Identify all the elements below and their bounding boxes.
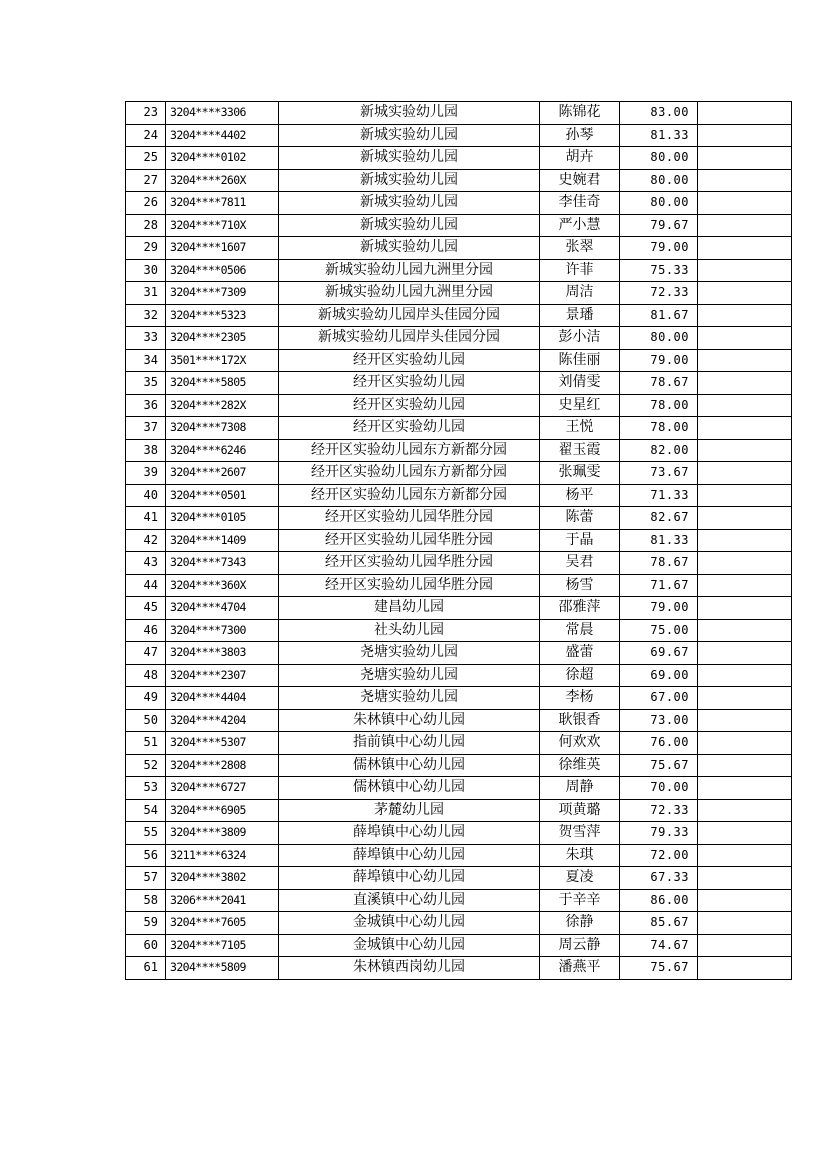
- person-name: 陈锦花: [540, 102, 620, 125]
- score-value: 67.00: [620, 687, 698, 710]
- table-row: [126, 732, 792, 755]
- person-name: 周静: [540, 777, 620, 800]
- row-number: 36: [126, 394, 166, 417]
- id-number: 3204****0105: [166, 507, 279, 530]
- row-number: 56: [126, 844, 166, 867]
- row-number: 61: [126, 957, 166, 980]
- table-row: [126, 822, 792, 845]
- row-number: 37: [126, 417, 166, 440]
- id-number: 3204****7105: [166, 934, 279, 957]
- school-name: 新城实验幼儿园: [279, 124, 540, 147]
- id-number: 3204****282X: [166, 394, 279, 417]
- table-row: [126, 169, 792, 192]
- table-row: [126, 597, 792, 620]
- row-number: 26: [126, 192, 166, 215]
- score-value: 80.00: [620, 192, 698, 215]
- table-row: [126, 327, 792, 350]
- person-name: 史婉君: [540, 169, 620, 192]
- person-name: 周洁: [540, 282, 620, 305]
- score-value: 73.00: [620, 709, 698, 732]
- remarks-cell: [698, 597, 792, 620]
- score-value: 75.00: [620, 619, 698, 642]
- school-name: 新城实验幼儿园: [279, 147, 540, 170]
- remarks-cell: [698, 169, 792, 192]
- row-number: 38: [126, 439, 166, 462]
- person-name: 陈佳丽: [540, 349, 620, 372]
- table-body: [126, 102, 792, 980]
- school-name: 新城实验幼儿园九洲里分园: [279, 282, 540, 305]
- remarks-cell: [698, 282, 792, 305]
- table-row: [126, 282, 792, 305]
- score-value: 69.00: [620, 664, 698, 687]
- row-number: 48: [126, 664, 166, 687]
- score-value: 71.67: [620, 574, 698, 597]
- school-name: 金城镇中心幼儿园: [279, 934, 540, 957]
- row-number: 39: [126, 462, 166, 485]
- remarks-cell: [698, 889, 792, 912]
- remarks-cell: [698, 642, 792, 665]
- table-row: [126, 124, 792, 147]
- id-number: 3204****4404: [166, 687, 279, 710]
- row-number: 45: [126, 597, 166, 620]
- id-number: 3204****4402: [166, 124, 279, 147]
- table-row: [126, 799, 792, 822]
- person-name: 吴君: [540, 552, 620, 575]
- school-name: 新城实验幼儿园: [279, 102, 540, 125]
- person-name: 景璠: [540, 304, 620, 327]
- score-value: 80.00: [620, 147, 698, 170]
- table-row: [126, 349, 792, 372]
- id-number: 3206****2041: [166, 889, 279, 912]
- person-name: 何欢欢: [540, 732, 620, 755]
- id-number: 3204****4704: [166, 597, 279, 620]
- score-value: 78.00: [620, 417, 698, 440]
- person-name: 常晨: [540, 619, 620, 642]
- remarks-cell: [698, 844, 792, 867]
- table-row: [126, 709, 792, 732]
- school-name: 建昌幼儿园: [279, 597, 540, 620]
- school-name: 经开区实验幼儿园华胜分园: [279, 574, 540, 597]
- row-number: 49: [126, 687, 166, 710]
- score-value: 79.00: [620, 597, 698, 620]
- school-name: 指前镇中心幼儿园: [279, 732, 540, 755]
- row-number: 55: [126, 822, 166, 845]
- remarks-cell: [698, 777, 792, 800]
- id-number: 3204****3803: [166, 642, 279, 665]
- school-name: 社头幼儿园: [279, 619, 540, 642]
- school-name: 尧塘实验幼儿园: [279, 664, 540, 687]
- person-name: 彭小洁: [540, 327, 620, 350]
- row-number: 33: [126, 327, 166, 350]
- id-number: 3204****7811: [166, 192, 279, 215]
- score-value: 81.33: [620, 529, 698, 552]
- row-number: 59: [126, 912, 166, 935]
- row-number: 51: [126, 732, 166, 755]
- score-value: 75.33: [620, 259, 698, 282]
- id-number: 3204****1607: [166, 237, 279, 260]
- id-number: 3204****7343: [166, 552, 279, 575]
- row-number: 24: [126, 124, 166, 147]
- score-value: 71.33: [620, 484, 698, 507]
- score-value: 69.67: [620, 642, 698, 665]
- school-name: 新城实验幼儿园岸头佳园分园: [279, 304, 540, 327]
- id-number: 3204****6246: [166, 439, 279, 462]
- remarks-cell: [698, 799, 792, 822]
- table-row: [126, 754, 792, 777]
- score-value: 78.67: [620, 552, 698, 575]
- id-number: 3204****7605: [166, 912, 279, 935]
- school-name: 经开区实验幼儿园华胜分园: [279, 529, 540, 552]
- id-number: 3204****2307: [166, 664, 279, 687]
- person-name: 贺雪萍: [540, 822, 620, 845]
- remarks-cell: [698, 327, 792, 350]
- remarks-cell: [698, 754, 792, 777]
- remarks-cell: [698, 687, 792, 710]
- remarks-cell: [698, 822, 792, 845]
- row-number: 31: [126, 282, 166, 305]
- school-name: 经开区实验幼儿园东方新都分园: [279, 439, 540, 462]
- row-number: 47: [126, 642, 166, 665]
- row-number: 46: [126, 619, 166, 642]
- table-row: [126, 147, 792, 170]
- row-number: 43: [126, 552, 166, 575]
- school-name: 尧塘实验幼儿园: [279, 642, 540, 665]
- person-name: 于晶: [540, 529, 620, 552]
- remarks-cell: [698, 912, 792, 935]
- school-name: 茅麓幼儿园: [279, 799, 540, 822]
- score-value: 75.67: [620, 957, 698, 980]
- school-name: 新城实验幼儿园: [279, 169, 540, 192]
- person-name: 项黄璐: [540, 799, 620, 822]
- person-name: 耿银香: [540, 709, 620, 732]
- score-value: 79.33: [620, 822, 698, 845]
- school-name: 薛埠镇中心幼儿园: [279, 822, 540, 845]
- school-name: 经开区实验幼儿园: [279, 394, 540, 417]
- remarks-cell: [698, 372, 792, 395]
- table-row: [126, 507, 792, 530]
- score-value: 74.67: [620, 934, 698, 957]
- person-name: 潘燕平: [540, 957, 620, 980]
- person-name: 徐维英: [540, 754, 620, 777]
- person-name: 盛蕾: [540, 642, 620, 665]
- row-number: 35: [126, 372, 166, 395]
- row-number: 25: [126, 147, 166, 170]
- score-value: 85.67: [620, 912, 698, 935]
- remarks-cell: [698, 529, 792, 552]
- row-number: 52: [126, 754, 166, 777]
- table-row: [126, 372, 792, 395]
- school-name: 新城实验幼儿园岸头佳园分园: [279, 327, 540, 350]
- row-number: 50: [126, 709, 166, 732]
- person-name: 张翠: [540, 237, 620, 260]
- person-name: 胡卉: [540, 147, 620, 170]
- table-row: [126, 192, 792, 215]
- table-row: [126, 304, 792, 327]
- row-number: 27: [126, 169, 166, 192]
- id-number: 3204****3802: [166, 867, 279, 890]
- remarks-cell: [698, 417, 792, 440]
- id-number: 3204****710X: [166, 214, 279, 237]
- id-number: 3204****2808: [166, 754, 279, 777]
- school-name: 尧塘实验幼儿园: [279, 687, 540, 710]
- score-value: 76.00: [620, 732, 698, 755]
- id-number: 3501****172X: [166, 349, 279, 372]
- table-row: [126, 889, 792, 912]
- score-value: 79.00: [620, 237, 698, 260]
- person-name: 周云静: [540, 934, 620, 957]
- remarks-cell: [698, 709, 792, 732]
- school-name: 经开区实验幼儿园: [279, 372, 540, 395]
- school-name: 儒林镇中心幼儿园: [279, 754, 540, 777]
- id-number: 3204****7300: [166, 619, 279, 642]
- row-number: 23: [126, 102, 166, 125]
- table-row: [126, 102, 792, 125]
- table-row: [126, 214, 792, 237]
- remarks-cell: [698, 552, 792, 575]
- score-value: 86.00: [620, 889, 698, 912]
- score-value: 73.67: [620, 462, 698, 485]
- remarks-cell: [698, 237, 792, 260]
- person-name: 刘倩雯: [540, 372, 620, 395]
- score-value: 82.67: [620, 507, 698, 530]
- score-value: 79.00: [620, 349, 698, 372]
- person-name: 夏凌: [540, 867, 620, 890]
- score-value: 67.33: [620, 867, 698, 890]
- id-number: 3204****7309: [166, 282, 279, 305]
- remarks-cell: [698, 934, 792, 957]
- remarks-cell: [698, 349, 792, 372]
- remarks-cell: [698, 214, 792, 237]
- person-name: 于辛辛: [540, 889, 620, 912]
- school-name: 经开区实验幼儿园华胜分园: [279, 552, 540, 575]
- table-row: [126, 529, 792, 552]
- table-row: [126, 462, 792, 485]
- id-number: 3204****3809: [166, 822, 279, 845]
- table-row: [126, 619, 792, 642]
- table-row: [126, 417, 792, 440]
- school-name: 新城实验幼儿园: [279, 237, 540, 260]
- person-name: 李佳奇: [540, 192, 620, 215]
- person-name: 陈蕾: [540, 507, 620, 530]
- person-name: 杨雪: [540, 574, 620, 597]
- table-row: [126, 777, 792, 800]
- school-name: 金城镇中心幼儿园: [279, 912, 540, 935]
- school-name: 经开区实验幼儿园华胜分园: [279, 507, 540, 530]
- person-name: 张珮雯: [540, 462, 620, 485]
- table-row: [126, 552, 792, 575]
- remarks-cell: [698, 664, 792, 687]
- score-value: 70.00: [620, 777, 698, 800]
- school-name: 经开区实验幼儿园东方新都分园: [279, 484, 540, 507]
- remarks-cell: [698, 619, 792, 642]
- results-table: [125, 101, 792, 980]
- row-number: 34: [126, 349, 166, 372]
- id-number: 3204****5805: [166, 372, 279, 395]
- row-number: 44: [126, 574, 166, 597]
- remarks-cell: [698, 394, 792, 417]
- table-row: [126, 237, 792, 260]
- id-number: 3204****260X: [166, 169, 279, 192]
- person-name: 史星红: [540, 394, 620, 417]
- row-number: 41: [126, 507, 166, 530]
- remarks-cell: [698, 259, 792, 282]
- row-number: 54: [126, 799, 166, 822]
- id-number: 3204****5307: [166, 732, 279, 755]
- row-number: 58: [126, 889, 166, 912]
- school-name: 直溪镇中心幼儿园: [279, 889, 540, 912]
- row-number: 32: [126, 304, 166, 327]
- id-number: 3204****0102: [166, 147, 279, 170]
- score-value: 81.67: [620, 304, 698, 327]
- school-name: 薛埠镇中心幼儿园: [279, 867, 540, 890]
- table-row: [126, 259, 792, 282]
- row-number: 42: [126, 529, 166, 552]
- remarks-cell: [698, 867, 792, 890]
- school-name: 薛埠镇中心幼儿园: [279, 844, 540, 867]
- row-number: 53: [126, 777, 166, 800]
- score-value: 79.67: [620, 214, 698, 237]
- remarks-cell: [698, 192, 792, 215]
- score-value: 72.33: [620, 282, 698, 305]
- results-sheet: [125, 101, 791, 980]
- remarks-cell: [698, 304, 792, 327]
- person-name: 徐超: [540, 664, 620, 687]
- id-number: 3204****0506: [166, 259, 279, 282]
- score-value: 83.00: [620, 102, 698, 125]
- score-value: 72.00: [620, 844, 698, 867]
- school-name: 经开区实验幼儿园东方新都分园: [279, 462, 540, 485]
- row-number: 57: [126, 867, 166, 890]
- table-row: [126, 439, 792, 462]
- id-number: 3204****1409: [166, 529, 279, 552]
- person-name: 王悦: [540, 417, 620, 440]
- score-value: 75.67: [620, 754, 698, 777]
- table-row: [126, 957, 792, 980]
- table-row: [126, 934, 792, 957]
- school-name: 新城实验幼儿园: [279, 192, 540, 215]
- id-number: 3204****2305: [166, 327, 279, 350]
- table-row: [126, 867, 792, 890]
- table-row: [126, 484, 792, 507]
- school-name: 经开区实验幼儿园: [279, 417, 540, 440]
- person-name: 邵雅萍: [540, 597, 620, 620]
- school-name: 经开区实验幼儿园: [279, 349, 540, 372]
- id-number: 3204****7308: [166, 417, 279, 440]
- table-row: [126, 642, 792, 665]
- person-name: 严小慧: [540, 214, 620, 237]
- remarks-cell: [698, 439, 792, 462]
- row-number: 28: [126, 214, 166, 237]
- id-number: 3204****6905: [166, 799, 279, 822]
- person-name: 许菲: [540, 259, 620, 282]
- remarks-cell: [698, 484, 792, 507]
- score-value: 78.67: [620, 372, 698, 395]
- remarks-cell: [698, 574, 792, 597]
- school-name: 新城实验幼儿园: [279, 214, 540, 237]
- remarks-cell: [698, 102, 792, 125]
- person-name: 李杨: [540, 687, 620, 710]
- id-number: 3204****4204: [166, 709, 279, 732]
- remarks-cell: [698, 462, 792, 485]
- table-row: [126, 574, 792, 597]
- person-name: 徐静: [540, 912, 620, 935]
- remarks-cell: [698, 124, 792, 147]
- row-number: 29: [126, 237, 166, 260]
- row-number: 60: [126, 934, 166, 957]
- table-row: [126, 844, 792, 867]
- id-number: 3204****3306: [166, 102, 279, 125]
- remarks-cell: [698, 957, 792, 980]
- score-value: 82.00: [620, 439, 698, 462]
- id-number: 3204****2607: [166, 462, 279, 485]
- score-value: 72.33: [620, 799, 698, 822]
- remarks-cell: [698, 147, 792, 170]
- table-row: [126, 664, 792, 687]
- id-number: 3204****0501: [166, 484, 279, 507]
- id-number: 3204****360X: [166, 574, 279, 597]
- id-number: 3211****6324: [166, 844, 279, 867]
- person-name: 翟玉霞: [540, 439, 620, 462]
- table-row: [126, 912, 792, 935]
- row-number: 40: [126, 484, 166, 507]
- table-row: [126, 394, 792, 417]
- school-name: 朱林镇西岗幼儿园: [279, 957, 540, 980]
- row-number: 30: [126, 259, 166, 282]
- person-name: 孙琴: [540, 124, 620, 147]
- remarks-cell: [698, 732, 792, 755]
- school-name: 新城实验幼儿园九洲里分园: [279, 259, 540, 282]
- id-number: 3204****5323: [166, 304, 279, 327]
- score-value: 80.00: [620, 327, 698, 350]
- table-row: [126, 687, 792, 710]
- id-number: 3204****6727: [166, 777, 279, 800]
- school-name: 儒林镇中心幼儿园: [279, 777, 540, 800]
- score-value: 81.33: [620, 124, 698, 147]
- remarks-cell: [698, 507, 792, 530]
- person-name: 朱琪: [540, 844, 620, 867]
- score-value: 78.00: [620, 394, 698, 417]
- school-name: 朱林镇中心幼儿园: [279, 709, 540, 732]
- id-number: 3204****5809: [166, 957, 279, 980]
- score-value: 80.00: [620, 169, 698, 192]
- person-name: 杨平: [540, 484, 620, 507]
